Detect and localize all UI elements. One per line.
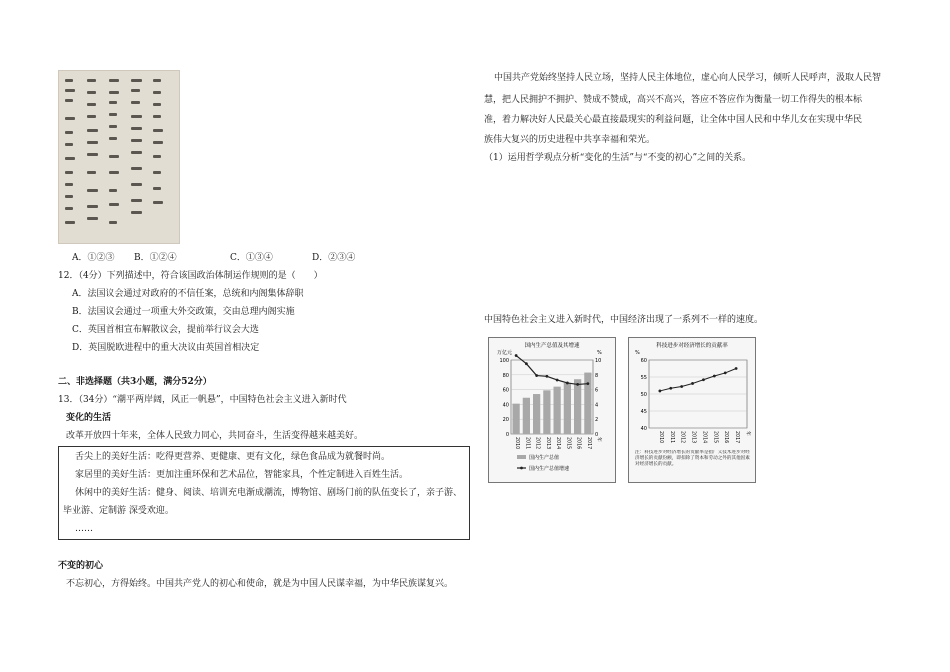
q12-option-c: C．英国首相宣布解散议会，提前举行议会大选 — [72, 325, 259, 335]
handwriting-glyph — [87, 103, 96, 106]
tech-point — [724, 372, 727, 375]
q11-option-a: A．①②③ — [72, 253, 115, 263]
q12-option-d: D．英国脱欧进程中的重大决议由英国首相决定 — [72, 343, 260, 353]
growth-point — [586, 382, 589, 385]
growth-point — [515, 354, 518, 357]
q11-option-c: C．①③④ — [230, 253, 273, 263]
handwriting-glyph — [109, 91, 119, 94]
handwriting-glyph — [87, 91, 96, 94]
handwriting-glyph — [87, 129, 98, 132]
handwriting-glyph — [65, 131, 73, 134]
handwriting-glyph — [109, 101, 117, 104]
tech-point — [658, 390, 661, 393]
handwriting-glyph — [109, 171, 119, 174]
tech-point — [735, 367, 738, 370]
q12-option-b: B．法国议会通过一项重大外交政策，交由总理内阁实施 — [72, 307, 295, 317]
y-tick-label: 60 — [502, 387, 509, 394]
box-line-leisure: 休闲中的美好生活：健身、阅读、培训充电渐成潮流，博物馆、剧场门前的队伍变长了，亲子游、 — [75, 488, 463, 498]
tech-point — [691, 382, 694, 385]
legend-swatch-gdp — [517, 455, 526, 459]
handwriting-glyph — [65, 195, 73, 198]
gdp-bar — [543, 390, 550, 434]
scanned-document-image — [58, 70, 180, 244]
gdp-bar — [564, 383, 571, 434]
y-axis-label: 万亿元 — [497, 350, 513, 356]
x-tick-label: 2014 — [555, 437, 561, 450]
gdp-chart — [489, 338, 615, 482]
legend-label-gdp: 国内生产总值 — [529, 455, 560, 461]
y-tick-label: 45 — [640, 409, 647, 415]
x-tick-label: 2016 — [575, 437, 581, 450]
growth-point — [566, 382, 569, 385]
handwriting-glyph — [65, 99, 73, 102]
q12-option-a: A．法国议会通过对政府的不信任案，总统和内阁集体辞职 — [72, 289, 304, 299]
changing-life-intro: 改革开放四十年来，全体人民致力同心，共同奋斗，生活变得越来越美好。 — [66, 431, 364, 441]
handwriting-glyph — [87, 189, 98, 192]
handwriting-glyph — [87, 171, 96, 174]
right-para-line: 族伟大复兴的历史进程中共享幸福和荣光。 — [484, 135, 656, 145]
y2-tick-label: 6 — [595, 387, 599, 394]
handwriting-glyph — [131, 139, 142, 142]
chart-title: 科技进步对经济增长的贡献率 — [656, 343, 728, 349]
q11-option-d: D．②③④ — [312, 253, 356, 263]
handwriting-glyph — [131, 115, 142, 118]
handwriting-glyph — [131, 79, 142, 82]
handwriting-glyph — [87, 153, 98, 156]
handwriting-glyph — [65, 157, 75, 160]
handwriting-glyph — [65, 221, 75, 224]
y2-tick-label: 2 — [595, 417, 599, 424]
y-tick-label: 60 — [640, 358, 647, 364]
growth-point — [535, 374, 538, 377]
x-tick-label: 2015 — [565, 437, 571, 450]
growth-point — [576, 383, 579, 386]
gdp-chart-frame — [488, 337, 616, 483]
handwriting-glyph — [153, 187, 161, 190]
tech-chart-frame — [628, 337, 756, 483]
x-tick-label: 2012 — [679, 431, 685, 444]
handwriting-glyph — [153, 91, 161, 94]
handwriting-glyph — [109, 125, 117, 128]
gdp-bar — [574, 379, 581, 434]
legend-swatch-growth-dot — [520, 467, 523, 470]
x-tick-label: 2010 — [657, 431, 663, 444]
handwriting-glyph — [131, 167, 142, 170]
x-tick-label: 2013 — [690, 431, 696, 444]
unchanged-heading: 不变的初心 — [58, 561, 104, 571]
growth-point — [556, 379, 559, 382]
gdp-bar — [584, 373, 591, 434]
x-tick-label: 2010 — [514, 437, 520, 450]
handwriting-glyph — [87, 205, 98, 208]
gdp-bar — [523, 398, 530, 434]
y2-tick-label: 0 — [595, 432, 599, 438]
handwriting-glyph — [109, 221, 117, 224]
chart-note: 注：科技进步对经济增长的贡献率是指广义技术进步对经济增长的贡献份额，即扣除了资本和劳动之外的其他因素对经济增长的贡献。 — [635, 450, 750, 467]
y-tick-label: 80 — [502, 372, 509, 379]
tech-point — [669, 387, 672, 390]
q12-stem: 12．（4分）下列描述中，符合该国政治体制运作规则的是（ ） — [58, 271, 323, 281]
handwriting-glyph — [153, 155, 161, 158]
handwriting-glyph — [153, 103, 161, 106]
handwriting-glyph — [65, 79, 73, 82]
handwriting-glyph — [109, 79, 119, 82]
gdp-bar — [554, 387, 561, 434]
y2-tick-label: 10 — [595, 358, 602, 364]
handwriting-glyph — [109, 155, 119, 158]
tech-point — [713, 375, 716, 378]
handwriting-glyph — [87, 115, 96, 118]
handwriting-glyph — [65, 183, 73, 186]
box-line-leisure-cont: 毕业游、定制游 深受欢迎。 — [63, 506, 174, 516]
box-line-ellipsis: …… — [75, 524, 93, 534]
handwriting-glyph — [153, 141, 163, 144]
handwriting-glyph — [131, 151, 142, 154]
x-tick-label: 2017 — [585, 437, 591, 450]
handwriting-glyph — [65, 89, 75, 92]
x-tick-label: 2013 — [544, 437, 550, 450]
handwriting-glyph — [131, 199, 142, 202]
handwriting-glyph — [153, 201, 163, 204]
handwriting-glyph — [87, 141, 98, 144]
box-line-home: 家居里的美好生活：更加注重环保和艺术品位，智能家具，个性定制进入百姓生活。 — [75, 470, 409, 480]
x-tick-label: 2015 — [712, 431, 718, 444]
x-tick-label: 2017 — [734, 431, 740, 444]
handwriting-glyph — [153, 171, 161, 174]
growth-point — [545, 375, 548, 378]
section-heading-nonchoice: 二、非选择题（共3小题，满分52分） — [58, 377, 212, 387]
handwriting-glyph — [131, 211, 142, 214]
chart-title: 国内生产总值及其增速 — [524, 343, 580, 349]
handwriting-glyph — [131, 89, 140, 92]
y-tick-label: 0 — [505, 432, 509, 438]
handwriting-glyph — [153, 115, 161, 118]
y-axis-label: % — [635, 350, 640, 356]
y-tick-label: 20 — [502, 417, 509, 424]
x-tick-label: 年 — [596, 437, 602, 442]
handwriting-glyph — [65, 143, 73, 146]
handwriting-glyph — [131, 183, 142, 186]
y-tick-label: 55 — [640, 375, 647, 381]
tech-point — [702, 378, 705, 381]
x-tick-label: 2011 — [524, 437, 530, 450]
x-tick-label: 2016 — [723, 431, 729, 444]
unchanged-text: 不忘初心，方得始终。中国共产党人的初心和使命，就是为中国人民谋幸福，为中华民族谋复兴。 — [66, 579, 454, 589]
right-para-line: 慧，把人民拥护不拥护、赞成不赞成，高兴不高兴，答应不答应作为衡量一切工作得失的根本标 — [484, 95, 863, 105]
handwriting-glyph — [65, 207, 73, 210]
handwriting-glyph — [109, 113, 117, 116]
x-tick-label: 年 — [745, 431, 750, 436]
tech-chart — [629, 338, 755, 482]
box-line-food: 舌尖上的美好生活：吃得更营养、更健康、更有文化，绿色食品成为就餐时尚。 — [75, 452, 391, 462]
handwriting-glyph — [153, 129, 163, 132]
beautiful-life-box — [58, 446, 470, 540]
handwriting-glyph — [153, 79, 161, 82]
handwriting-glyph — [109, 203, 119, 206]
y2-tick-label: 8 — [595, 372, 599, 379]
handwriting-glyph — [131, 101, 140, 104]
handwriting-glyph — [109, 189, 117, 192]
handwriting-glyph — [65, 171, 73, 174]
handwriting-glyph — [65, 117, 75, 120]
tech-point — [680, 385, 683, 388]
chart-note-container — [635, 450, 751, 480]
y-tick-label: 40 — [502, 402, 509, 409]
right-para-line: 中国共产党始终坚持人民立场，坚持人民主体地位，虚心向人民学习，倾听人民呼声，汲取人民智 — [494, 73, 882, 83]
handwriting-glyph — [131, 127, 142, 130]
handwriting-glyph — [87, 217, 98, 220]
x-tick-label: 2011 — [668, 431, 674, 444]
changing-life-heading: 变化的生活 — [66, 413, 112, 423]
q13-stem: 13．（34分）“潮平两岸阔，风正一帆悬”，中国特色社会主义进入新时代 — [58, 395, 347, 405]
q11-option-b: B．①②④ — [134, 253, 177, 263]
handwriting-glyph — [109, 137, 117, 140]
x-tick-label: 2012 — [534, 437, 540, 450]
question-1: （1）运用哲学观点分析“变化的生活”与“不变的初心”之间的关系。 — [484, 153, 752, 163]
y-tick-label: 100 — [499, 358, 509, 364]
legend-label-growth: 国内生产总值增速 — [529, 466, 570, 472]
right-para-line: 准，着力解决好人民最关心最直接最现实的利益问题，让全体中国人民和中华儿女在实现中华民 — [484, 115, 863, 125]
y2-axis-label: % — [597, 350, 602, 356]
y-tick-label: 40 — [640, 426, 647, 432]
y2-tick-label: 4 — [595, 402, 599, 409]
gdp-bar — [513, 404, 520, 434]
economy-intro: 中国特色社会主义进入新时代，中国经济出现了一系列不一样的速度。 — [484, 315, 764, 325]
y-tick-label: 50 — [640, 392, 647, 398]
handwriting-glyph — [87, 79, 96, 82]
gdp-bar — [533, 394, 540, 434]
x-tick-label: 2014 — [701, 431, 707, 444]
growth-point — [525, 362, 528, 365]
